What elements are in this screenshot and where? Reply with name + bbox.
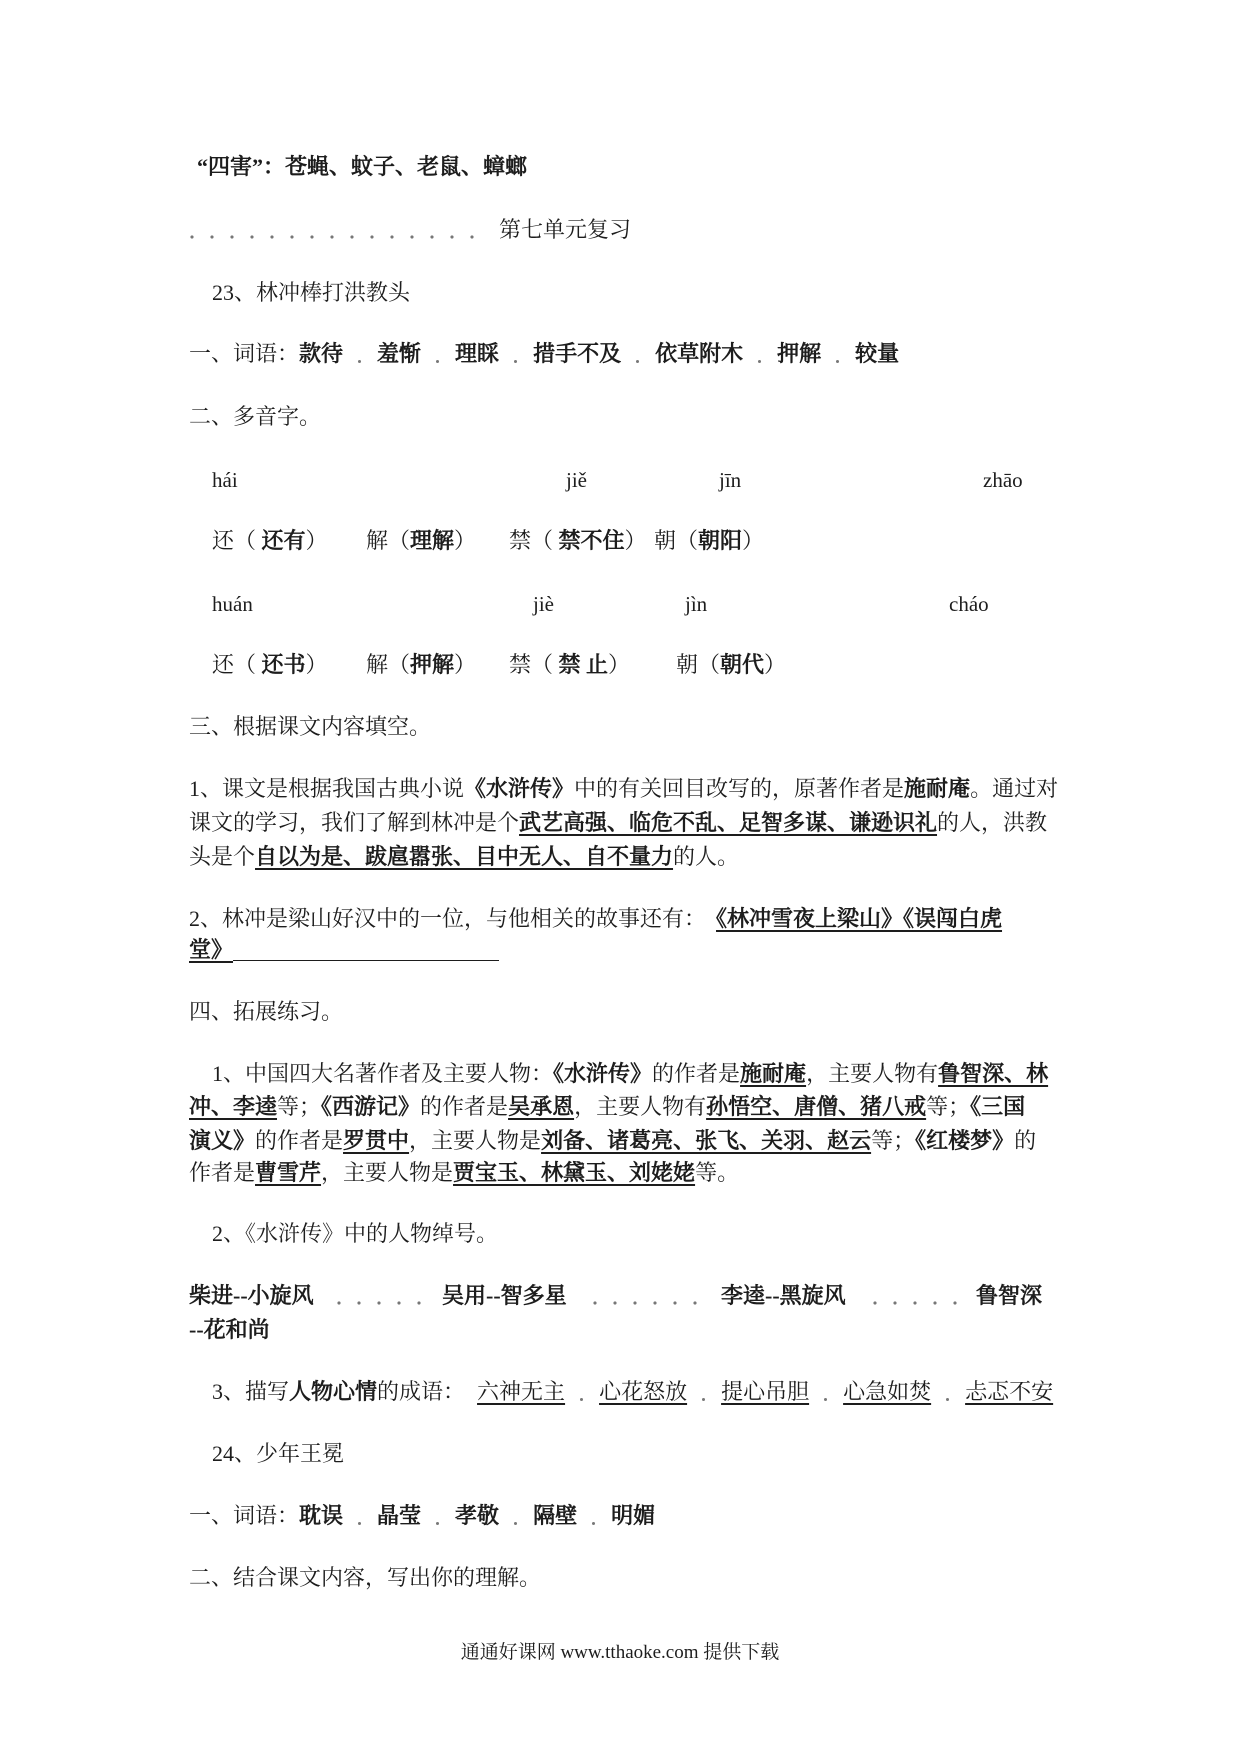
polyphone-answer: 朝阳: [698, 528, 743, 553]
polyphone-close: ）: [608, 652, 631, 677]
answer: 吴承恩: [508, 1094, 575, 1119]
polyphone-answer: 押解: [410, 652, 455, 677]
text-run: 的作者是: [255, 1128, 344, 1153]
paragraph-line: [189, 1161, 739, 1185]
separator-dot: [421, 1504, 455, 1528]
text-run: 2、林冲是梁山好汉中的一位，与他相关的故事还有：: [189, 906, 707, 931]
paragraph-line: [189, 1129, 1036, 1153]
polyphone-item: [366, 529, 476, 553]
vocab-word: 依草附木: [655, 341, 744, 366]
text-run: ，主要人物有: [574, 1094, 707, 1119]
lesson-23-title: 23、林冲棒打洪教头: [212, 280, 411, 305]
vocab-word: 款待: [299, 341, 344, 366]
polyphone-char: 解（: [366, 528, 411, 553]
polyphone-char: 解（: [366, 652, 411, 677]
nickname-pair: 鲁智深: [976, 1283, 1043, 1308]
separator-dot: [821, 342, 855, 366]
text-run: ，主要人物是: [409, 1128, 542, 1153]
separator-dot: [499, 1504, 533, 1528]
vocab-word: 隔壁: [533, 1503, 578, 1528]
answer-blank-line: [233, 960, 499, 961]
lesson-23-vocab: [189, 342, 899, 366]
text-run: ，主要人物是: [321, 1160, 454, 1185]
polyphone-char: 禁（: [509, 528, 559, 553]
polyphone-close: ）: [305, 652, 328, 677]
text-run: 1、中国四大名著作者及主要人物：: [212, 1061, 554, 1086]
vocab-word: 耽误: [299, 1503, 344, 1528]
separator-dot: [743, 342, 777, 366]
text-run: 中的有关回目改写的，原著作者是: [574, 776, 905, 801]
leader-dots: [872, 1284, 967, 1308]
vocab-word: 晶莹: [377, 1503, 422, 1528]
lesson-24-task: 二、结合课文内容，写出你的理解。: [189, 1565, 542, 1590]
separator-dot: [577, 1504, 611, 1528]
leader-dots: [336, 1284, 436, 1308]
pinyin: jiě: [566, 468, 587, 492]
text-run: 作者是: [189, 1160, 256, 1185]
polyphone-char: 还（: [212, 652, 262, 677]
polyphone-item: [509, 653, 630, 677]
nickname-pair: 吴用--智多星: [442, 1283, 567, 1308]
text-run: 的成语：: [377, 1379, 466, 1404]
pinyin: jiè: [533, 592, 554, 616]
text-run: 等。: [695, 1160, 740, 1185]
idiom: 忐忑不安: [965, 1379, 1054, 1404]
separator-dot: [499, 342, 533, 366]
separator-dot: [343, 1504, 377, 1528]
polyphone-close: ）: [742, 528, 765, 553]
vocab-word: 羞惭: [377, 341, 422, 366]
polyphone-item: [676, 653, 786, 677]
pinyin: zhāo: [983, 468, 1023, 492]
book-title: 《西游记》: [321, 1094, 421, 1119]
text-run: 3、描写: [212, 1379, 290, 1404]
text-run: 的人，洪教: [937, 810, 1048, 835]
lesson-24-vocab: [189, 1504, 655, 1528]
polyphone-char: 朝（: [676, 652, 721, 677]
text-run: 等；: [871, 1128, 916, 1153]
lesson-24-title: 24、少年王冕: [212, 1441, 345, 1466]
vocab-label: 一、词语：: [189, 1503, 300, 1528]
unit-title: 第七单元复习: [499, 217, 632, 242]
paragraph-line: [189, 1095, 1025, 1119]
paragraph-line: [189, 938, 499, 962]
nickname-question: 2、《水浒传》中的人物绰号。: [212, 1221, 499, 1246]
fill-in-heading: 三、根据课文内容填空。: [189, 714, 432, 739]
unit-title-line: [189, 218, 631, 242]
polyphone-char: 还（: [212, 528, 262, 553]
text-run: 的: [1014, 1128, 1037, 1153]
vocab-label: 一、词语：: [189, 341, 300, 366]
polyphone-answer: 还书: [261, 652, 306, 677]
polyphone-heading: 二、多音字。: [189, 404, 322, 429]
separator-dot: [687, 1380, 721, 1404]
text-run: 等；: [926, 1094, 971, 1119]
four-pests-note: “四害”：苍蝇、蚊子、老鼠、蟑螂: [197, 154, 528, 179]
text-run: 。通过对: [970, 776, 1059, 801]
polyphone-row: [0, 529, 1240, 553]
answer: 堂》: [189, 937, 234, 962]
separator-dot: [565, 1380, 599, 1404]
polyphone-item: [212, 529, 328, 553]
answer: 刘备、诸葛亮、张飞、关羽、赵云: [541, 1128, 872, 1153]
polyphone-close: ）: [454, 528, 477, 553]
pinyin: huán: [212, 592, 253, 616]
polyphone-item: [509, 529, 647, 553]
idiom: 心急如焚: [843, 1379, 932, 1404]
answer: 冲、李逵: [189, 1094, 278, 1119]
nickname-continuation: --花和尚: [189, 1317, 270, 1342]
polyphone-close: ）: [624, 528, 647, 553]
vocab-word: 孝敬: [455, 1503, 500, 1528]
idiom: 六神无主: [477, 1379, 566, 1404]
polyphone-answer: 还有: [261, 528, 306, 553]
answer: 贾宝玉、林黛玉、刘姥姥: [453, 1160, 696, 1185]
separator-dot: [343, 342, 377, 366]
book-title: 《三国: [970, 1094, 1026, 1119]
pinyin: hái: [212, 468, 238, 492]
idioms-line: [212, 1380, 1053, 1404]
text-run: 的作者是: [652, 1061, 741, 1086]
polyphone-close: ）: [305, 528, 328, 553]
book-title: 《水浒传》: [553, 1061, 653, 1086]
pinyin: jīn: [719, 468, 742, 492]
book-title: 演义》: [189, 1128, 256, 1153]
text-run: 1、课文是根据我国古典小说: [189, 776, 465, 801]
text-run: 的人。: [673, 844, 740, 869]
answer: 武艺高强、临危不乱、足智多谋、谦逊识礼: [519, 810, 938, 835]
paragraph-line: [189, 907, 1002, 931]
leader-dots: [189, 218, 485, 242]
polyphone-char: 禁（: [509, 652, 559, 677]
answer: 施耐庵: [904, 776, 971, 801]
nickname-pair: 柴进--小旋风: [189, 1283, 314, 1308]
polyphone-item: [654, 529, 764, 553]
answer: 自以为是、跋扈嚣张、目中无人、自不量力: [255, 844, 674, 869]
separator-dot: [421, 342, 455, 366]
polyphone-close: ）: [764, 652, 787, 677]
polyphone-answer: 禁不住: [558, 528, 625, 553]
extension-heading: 四、拓展练习。: [189, 999, 344, 1024]
answer: 《林冲雪夜上梁山》《误闯白虎: [716, 906, 1003, 931]
polyphone-item: [212, 653, 328, 677]
page-footer: 通通好课网 www.tthaoke.com 提供下载: [460, 1642, 780, 1663]
vocab-word: 较量: [855, 341, 900, 366]
text-run: 等；: [277, 1094, 322, 1119]
leader-dots: [592, 1284, 712, 1308]
polyphone-item: [366, 653, 476, 677]
text-run: 课文的学习，我们了解到林冲是个: [189, 810, 520, 835]
text-run: ，主要人物有: [806, 1061, 939, 1086]
idiom: 提心吊胆: [721, 1379, 810, 1404]
vocab-word: 明媚: [611, 1503, 656, 1528]
vocab-word: 押解: [777, 341, 822, 366]
polyphone-close: ）: [454, 652, 477, 677]
answer: 鲁智深、林: [938, 1061, 1049, 1086]
polyphone-answer: 禁 止: [558, 652, 609, 677]
pinyin-row: [0, 592, 1240, 616]
vocab-word: 理睬: [455, 341, 500, 366]
paragraph-line: [189, 811, 1047, 835]
answer: 罗贯中: [343, 1128, 410, 1153]
pinyin: jìn: [685, 592, 708, 616]
paragraph-line: [189, 845, 739, 869]
pinyin: cháo: [949, 592, 989, 616]
answer: 曹雪芹: [255, 1160, 322, 1185]
nickname-row: [0, 1284, 1240, 1308]
answer: 孙悟空、唐僧、猪八戒: [706, 1094, 927, 1119]
separator-dot: [621, 342, 655, 366]
separator-dot: [809, 1380, 843, 1404]
vocab-word: 措手不及: [533, 341, 622, 366]
idiom: 心花怒放: [599, 1379, 688, 1404]
emphasis: 人物心情: [289, 1379, 378, 1404]
polyphone-char: 朝（: [654, 528, 699, 553]
text-run: 头是个: [189, 844, 256, 869]
separator-dot: [931, 1380, 965, 1404]
book-title: 《水浒传》: [464, 776, 575, 801]
text-run: 的作者是: [420, 1094, 509, 1119]
paragraph-line: [189, 777, 1058, 801]
polyphone-answer: 理解: [410, 528, 455, 553]
answer: 施耐庵: [740, 1061, 807, 1086]
polyphone-row: [0, 653, 1240, 677]
pinyin-row: [0, 468, 1240, 492]
paragraph-line: [212, 1062, 1048, 1086]
book-title: 《红楼梦》: [915, 1128, 1015, 1153]
polyphone-answer: 朝代: [720, 652, 765, 677]
nickname-pair: 李逵--黑旋风: [721, 1283, 846, 1308]
